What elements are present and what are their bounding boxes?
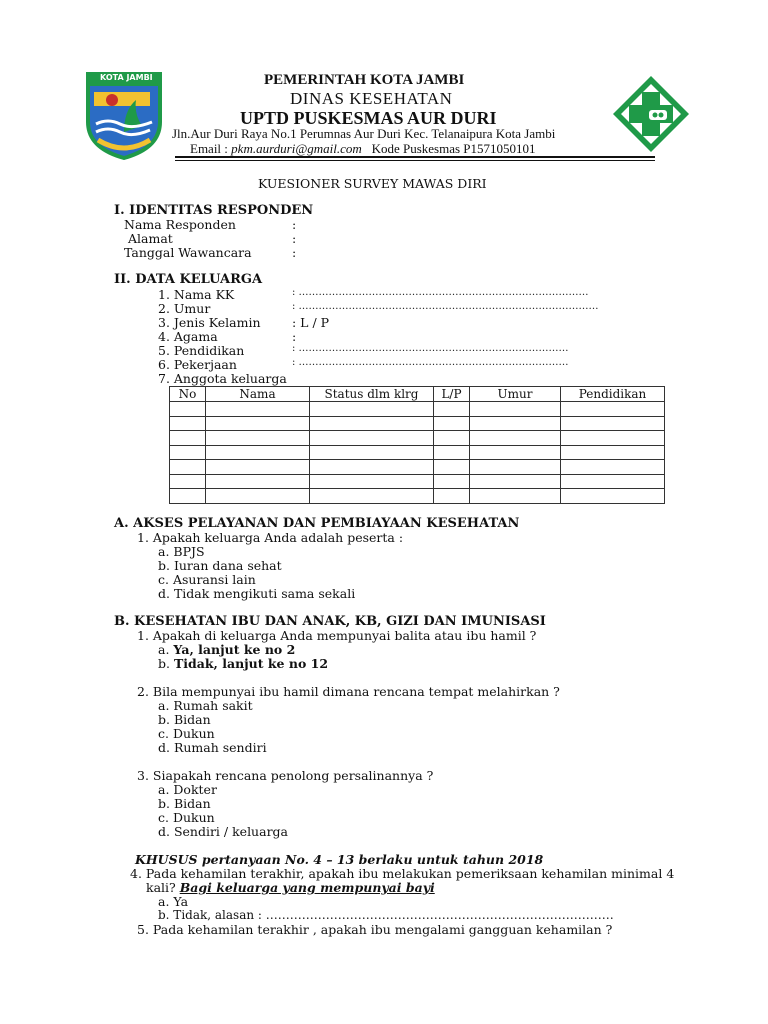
header-rule-thick <box>175 156 655 158</box>
option-b3-c[interactable]: c. Dukun <box>158 810 215 825</box>
city-logo <box>84 70 164 160</box>
field-nama-responden: Nama Responden <box>124 217 236 232</box>
option-b1-a[interactable] <box>158 642 295 657</box>
question-a1: 1. Apakah keluarga Anda adalah peserta : <box>137 530 404 545</box>
question-b4-note: Bagi keluarga yang mempunyai bayi <box>179 880 435 895</box>
field-alamat-sep: : <box>292 231 297 246</box>
field-umur-value: : ……………………………………………………………………………… <box>292 301 599 312</box>
field-tanggal-wawancara: Tanggal Wawancara <box>124 245 252 260</box>
option-b2-a[interactable]: a. Rumah sakit <box>158 698 253 713</box>
section-b-title: B. KESEHATAN IBU DAN ANAK, KB, GIZI DAN IMUNISASI <box>114 614 546 629</box>
header-department: DINAS KESEHATAN <box>290 89 453 108</box>
table-row <box>170 431 665 446</box>
question-b1: 1. Apakah di keluarga Anda mempunyai balita atau ibu hamil ? <box>137 628 537 643</box>
field-umur: 2. Umur <box>158 301 211 316</box>
option-b4-b[interactable]: b. Tidak, alasan : …………………………………………………………………………… <box>158 908 614 922</box>
header-government: PEMERINTAH KOTA JAMBI <box>264 72 465 88</box>
field-anggota-keluarga: 7. Anggota keluarga <box>158 371 287 386</box>
table-row <box>170 474 665 489</box>
family-members-table <box>169 386 665 504</box>
option-b1-a-label: Ya, lanjut ke no 2 <box>173 642 296 657</box>
option-b4-a[interactable]: a. Ya <box>158 894 189 909</box>
question-b4: 4. Pada kehamilan terakhir, apakah ibu melakukan pemeriksaan kehamilan minimal 4 <box>130 866 675 881</box>
question-b5: 5. Pada kehamilan terakhir , apakah ibu mengalami gangguan kehamilan ? <box>137 922 613 937</box>
header-rule-thin <box>175 160 655 161</box>
option-b1-b-label: Tidak, lanjut ke no 12 <box>173 656 329 671</box>
field-agama-value: : <box>292 329 297 344</box>
question-b2: 2. Bila mempunyai ibu hamil dimana rencana tempat melahirkan ? <box>137 684 560 699</box>
table-row <box>170 402 665 417</box>
header-address: Jln.Aur Duri Raya No.1 Perumnas Aur Duri Kec. Telanaipura Kota Jambi <box>172 126 556 141</box>
option-a1-b[interactable]: b. Iuran dana sehat <box>158 558 282 573</box>
table-row <box>170 460 665 475</box>
section-identitas-title: I. IDENTITAS RESPONDEN <box>114 203 314 218</box>
table-row <box>170 416 665 431</box>
option-b1-b[interactable] <box>158 656 328 671</box>
col-header-no: No <box>170 387 206 402</box>
field-nama-kk: 1. Nama KK <box>158 287 235 302</box>
special-note: KHUSUS pertanyaan No. 4 – 13 berlaku untuk tahun 2018 <box>135 852 544 867</box>
option-b1-b-prefix: b. <box>158 656 170 671</box>
col-header-pendidikan: Pendidikan <box>561 387 665 402</box>
table-row <box>170 489 665 504</box>
field-agama: 4. Agama <box>158 329 218 344</box>
col-header-nama: Nama <box>206 387 310 402</box>
question-b4-line2 <box>146 880 435 895</box>
field-alamat: Alamat <box>128 231 173 246</box>
option-b2-b[interactable]: b. Bidan <box>158 712 211 727</box>
table-header-row <box>170 387 665 402</box>
field-pendidikan-value: : ……………………………………………………………………… <box>292 343 569 354</box>
col-header-lp: L/P <box>434 387 470 402</box>
field-nama-responden-sep: : <box>292 217 297 232</box>
col-header-status: Status dlm klrg <box>310 387 434 402</box>
field-pekerjaan-value: : ……………………………………………………………………… <box>292 357 569 368</box>
option-a1-c[interactable]: c. Asuransi lain <box>158 572 256 587</box>
field-nama-kk-value: : …………………………………………………………………………… <box>292 287 589 298</box>
field-pekerjaan: 6. Pekerjaan <box>158 357 237 372</box>
field-pendidikan: 5. Pendidikan <box>158 343 245 358</box>
field-tanggal-wawancara-sep: : <box>292 245 297 260</box>
option-b2-c[interactable]: c. Dukun <box>158 726 215 741</box>
city-logo-label: KOTA JAMBI <box>100 73 153 82</box>
option-b3-d[interactable]: d. Sendiri / keluarga <box>158 824 288 839</box>
question-b3: 3. Siapakah rencana penolong persalinannya ? <box>137 768 434 783</box>
option-a1-a[interactable]: a. BPJS <box>158 544 205 559</box>
email-label: Email : <box>190 141 228 156</box>
header-puskesmas: UPTD PUSKESMAS AUR DURI <box>240 108 497 128</box>
col-header-umur: Umur <box>470 387 561 402</box>
section-keluarga-title: II. DATA KELUARGA <box>114 272 263 287</box>
puskesmas-code: Kode Puskesmas P1571050101 <box>371 141 536 156</box>
table-row <box>170 445 665 460</box>
email-address: pkm.aurduri@gmail.com <box>231 141 362 156</box>
field-jenis-kelamin: 3. Jenis Kelamin <box>158 315 261 330</box>
document-title: KUESIONER SURVEY MAWAS DIRI <box>258 176 487 191</box>
puskesmas-logo <box>611 74 691 154</box>
section-a-title: A. AKSES PELAYANAN DAN PEMBIAYAAN KESEHATAN <box>114 516 520 531</box>
header-email-line <box>190 141 536 157</box>
option-b1-a-prefix: a. <box>158 642 170 657</box>
question-b4-kali: kali? <box>146 880 176 895</box>
field-jenis-kelamin-value: : L / P <box>292 315 330 330</box>
option-a1-d[interactable]: d. Tidak mengikuti sama sekali <box>158 586 356 601</box>
option-b3-a[interactable]: a. Dokter <box>158 782 217 797</box>
option-b3-b[interactable]: b. Bidan <box>158 796 211 811</box>
option-b2-d[interactable]: d. Rumah sendiri <box>158 740 267 755</box>
